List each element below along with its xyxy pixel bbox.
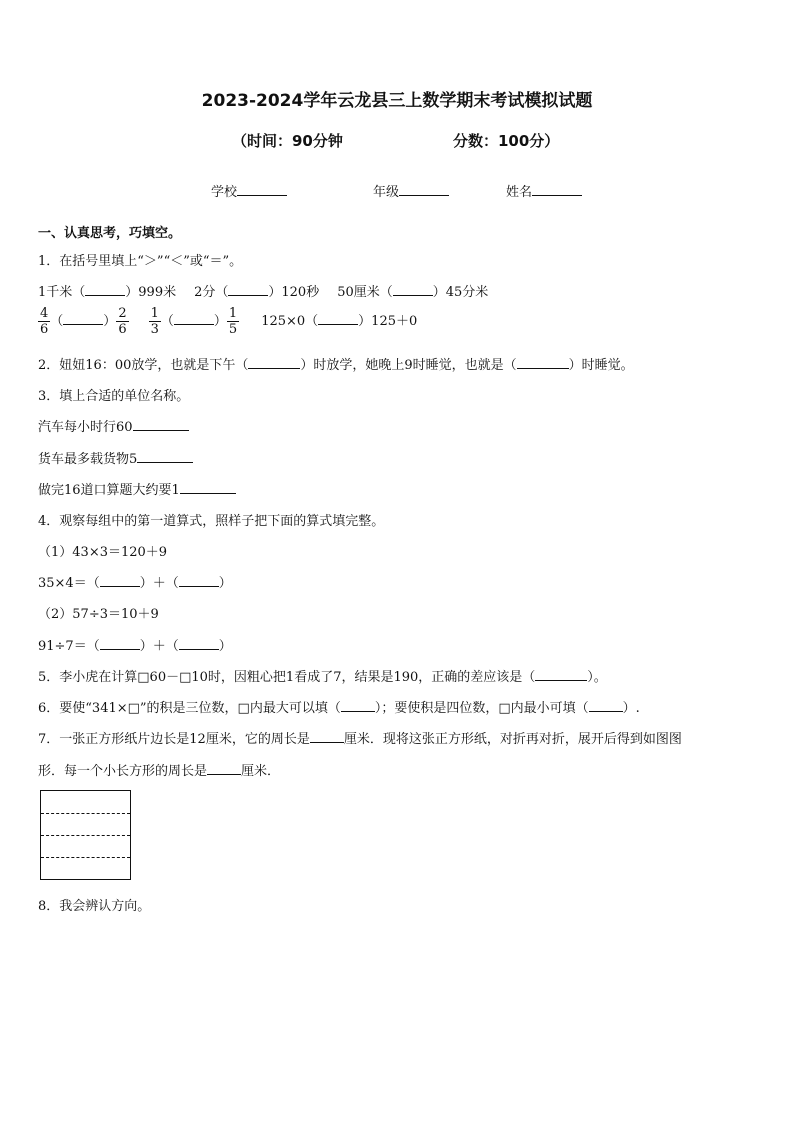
question-5 (38, 666, 607, 685)
q4-text: ） (218, 576, 232, 591)
q2-text: 2．妞妞16：00放学，也就是下午（ (38, 358, 249, 373)
folded-square-figure (40, 790, 131, 880)
numerator: 2 (118, 306, 127, 321)
grade-field (373, 181, 449, 200)
answer-blank[interactable] (310, 729, 344, 743)
answer-blank[interactable] (248, 355, 300, 369)
q7-text: 厘米．现将这张正方形纸，对折再对折，展开后得到如图图 (343, 732, 682, 747)
q4-text: ）＋（ (139, 576, 179, 591)
answer-blank[interactable] (133, 417, 189, 431)
q1-text: （ (160, 314, 174, 329)
question-4-example-1: （1）43×3＝120＋9 (38, 545, 168, 560)
question-6 (38, 697, 640, 716)
question-3-b (38, 448, 193, 467)
answer-blank[interactable] (180, 480, 236, 494)
denominator: 5 (228, 322, 238, 337)
q7-text: 7．一张正方形纸片边长是12厘米，它的周长是 (38, 732, 310, 747)
answer-blank[interactable] (174, 311, 214, 325)
q1-text: 50厘米（ (337, 285, 393, 300)
q5-text: ）。 (587, 670, 607, 685)
exam-score: 分数：100分） (453, 132, 560, 150)
school-blank[interactable] (237, 182, 287, 196)
q4-text: ） (218, 639, 232, 654)
question-7-line-1 (38, 728, 682, 747)
fraction (38, 306, 50, 337)
q1-text: 1千米（ (38, 285, 86, 300)
answer-blank[interactable] (137, 449, 193, 463)
name-label: 姓名 (506, 185, 533, 200)
answer-blank[interactable] (100, 636, 140, 650)
q7-text: 形．每一个小长方形的周长是 (38, 764, 208, 779)
question-4-example-2: （2）57÷3＝10＋9 (38, 607, 159, 622)
name-blank[interactable] (532, 182, 582, 196)
answer-blank[interactable] (179, 636, 219, 650)
question-8-stem: 8．我会辨认方向。 (38, 899, 151, 914)
grade-label: 年级 (373, 185, 400, 200)
numerator: 1 (228, 306, 238, 321)
answer-blank[interactable] (535, 667, 587, 681)
question-7-line-2 (38, 760, 280, 779)
question-1-row-2 (38, 306, 417, 337)
fold-line (41, 813, 130, 814)
question-4-row-1 (38, 572, 232, 591)
fold-line (41, 835, 130, 836)
answer-blank[interactable] (228, 282, 268, 296)
school-label: 学校 (211, 185, 238, 200)
q1-text: ） (213, 314, 227, 329)
answer-blank[interactable] (207, 761, 241, 775)
answer-blank[interactable] (393, 282, 433, 296)
answer-blank[interactable] (63, 311, 103, 325)
q1-text: ）999米 (125, 285, 177, 300)
question-2 (38, 354, 634, 373)
q2-text: ）时睡觉。 (568, 358, 634, 373)
q1-text: 125×0（ (261, 314, 319, 329)
fold-line (41, 857, 130, 858)
answer-blank[interactable] (517, 355, 569, 369)
q1-text: 2分（ (194, 285, 229, 300)
q6-text: ）；要使积是四位数，□内最小可填（ (374, 701, 589, 716)
q3-text: 汽车每小时行60 (38, 420, 133, 435)
denominator: 3 (150, 322, 159, 337)
name-field (506, 181, 582, 200)
q3-text: 做完16道口算题大约要1 (38, 483, 180, 498)
q1-text: ）45分米 (432, 285, 489, 300)
q5-text: 5．李小虎在计算□60－□10时，因粗心把1看成了7，结果是190，正确的差应该是（ (38, 670, 536, 685)
q2-text: ）时放学，她晚上9时睡觉，也就是（ (300, 358, 517, 373)
q4-text: ）＋（ (139, 639, 179, 654)
question-3-stem: 3．填上合适的单位名称。 (38, 389, 190, 404)
answer-blank[interactable] (341, 698, 375, 712)
school-field (211, 181, 287, 200)
question-3-a (38, 416, 189, 435)
q1-text: （ (50, 314, 64, 329)
question-4-row-2 (38, 635, 232, 654)
q4-text: 91÷7＝（ (38, 639, 100, 654)
question-1-stem: 1．在括号里填上“＞”“＜”或“＝”。 (38, 254, 243, 269)
exam-time: （时间：90分钟 (232, 132, 343, 150)
numerator: 4 (40, 306, 49, 321)
denominator: 6 (40, 322, 49, 337)
question-4-stem: 4．观察每组中的第一道算式，照样子把下面的算式填完整。 (38, 514, 385, 529)
answer-blank[interactable] (85, 282, 125, 296)
fraction (116, 306, 128, 337)
fraction (227, 306, 239, 337)
question-3-c (38, 479, 236, 498)
grade-blank[interactable] (399, 182, 449, 196)
q1-text: ）120秒 (268, 285, 320, 300)
answer-blank[interactable] (100, 573, 140, 587)
section-heading: 一、认真思考，巧填空。 (38, 226, 182, 241)
q4-text: 35×4＝（ (38, 576, 100, 591)
question-1-row-1 (38, 281, 488, 300)
answer-blank[interactable] (318, 311, 358, 325)
q6-text: 6．要使“341×□”的积是三位数，□内最大可以填（ (38, 701, 341, 716)
q7-text: 厘米． (241, 764, 281, 779)
q3-text: 货车最多载货物5 (38, 452, 138, 467)
answer-blank[interactable] (179, 573, 219, 587)
q6-text: ）. (622, 701, 640, 716)
fraction (149, 306, 161, 337)
numerator: 1 (150, 306, 159, 321)
denominator: 6 (118, 322, 127, 337)
q1-text: ）125＋0 (358, 314, 418, 329)
q1-text: ） (103, 314, 117, 329)
answer-blank[interactable] (589, 698, 623, 712)
exam-title: 2023-2024学年云龙县三上数学期末考试模拟试题 (201, 91, 593, 111)
